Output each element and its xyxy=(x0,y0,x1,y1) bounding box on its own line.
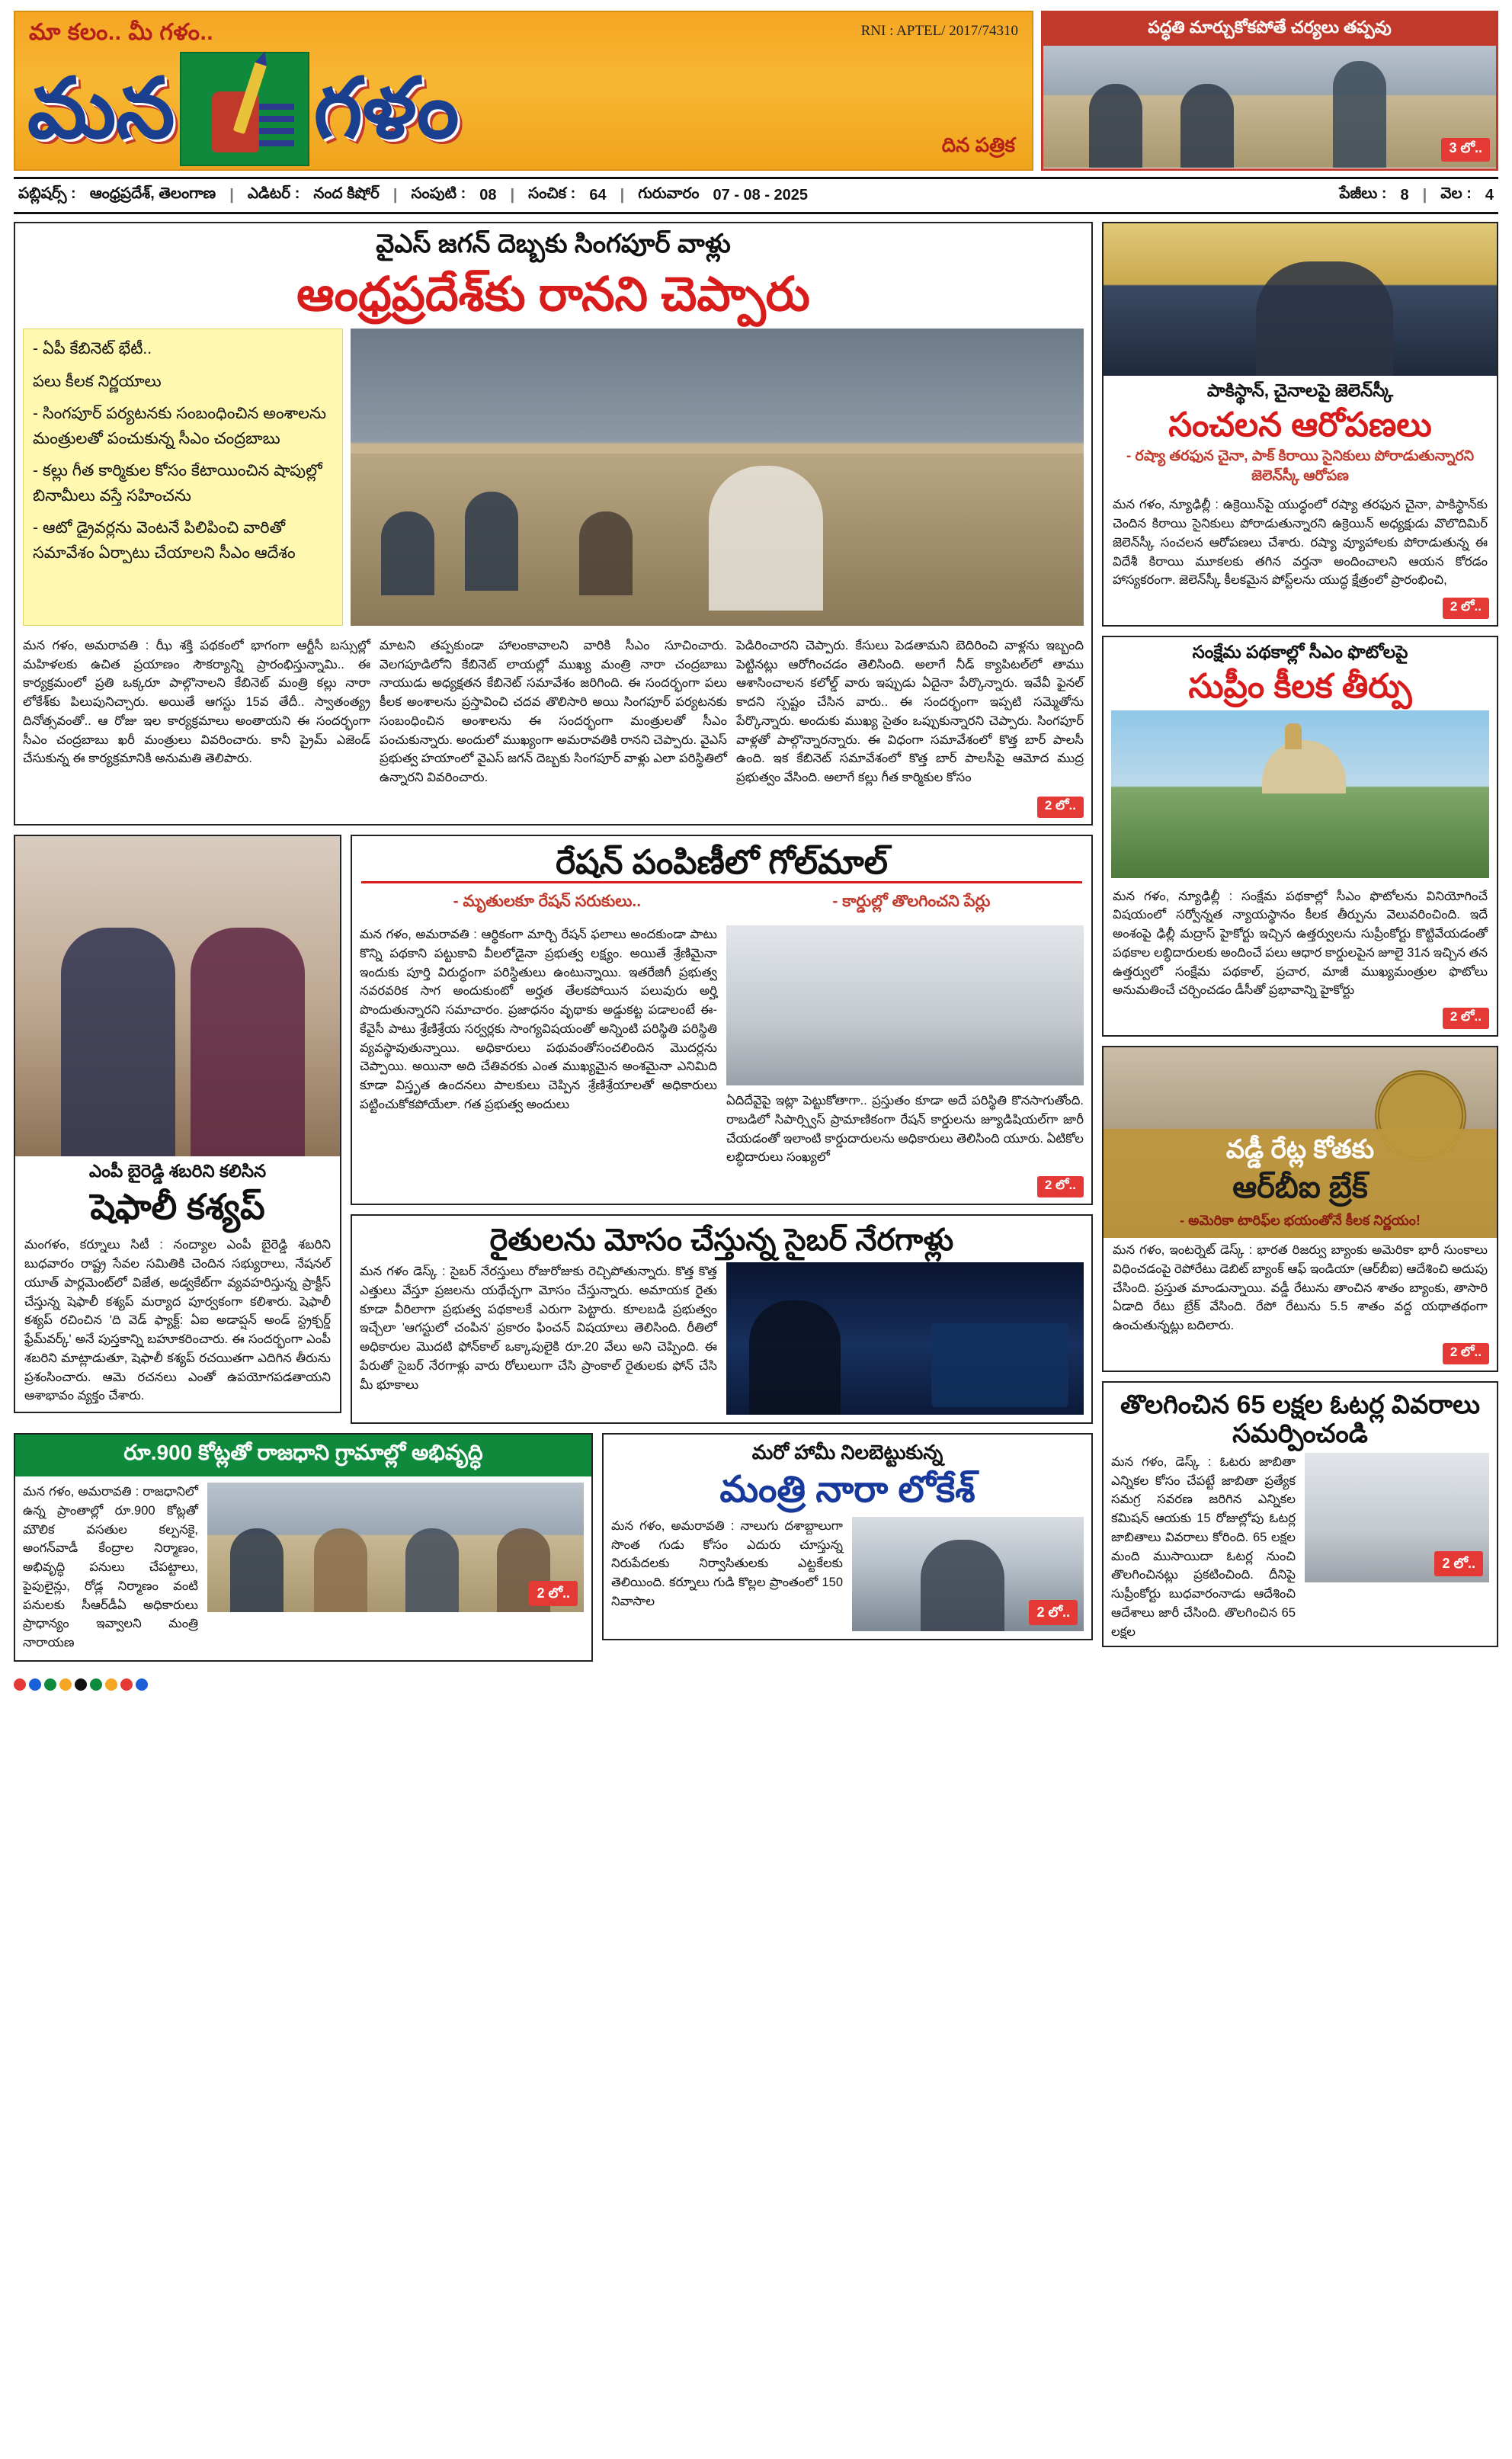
zelensky-headline: సంచలన ఆరోపణలు xyxy=(1168,406,1432,444)
editor-label: ఎడిటర్ : xyxy=(247,185,300,202)
zelensky-photo xyxy=(1104,223,1497,376)
fist-and-pen-emblem-icon xyxy=(180,52,309,166)
village-development-body: మన గళం, అమరావతి : రాజధానిలో ఉన్న ప్రాంతాల్లో రూ.900 కోట్లతో మౌలిక వసతుల కల్పనకై, అంగన్‌వాడీ కేంద్రాల నిర్మాణం, అభివృద్ధి పనులు చేపట్టాలు, పైపులైన్లు, రోడ్ల నిర్మాణం వంటి పనులకు సీఆర్‌డీఏ అధికారులు ప్రాధాన్యం ఇవ్వాలని మంత్రి నారాయణ xyxy=(23,1485,198,1650)
masthead-top-story-badge[interactable]: 3 లో.. xyxy=(1441,138,1490,162)
lokesh-photo-wrap xyxy=(852,1517,1084,1631)
rbi-story xyxy=(1102,1046,1498,1372)
voter-id-cards-photo xyxy=(1305,1453,1489,1582)
zelensky-subhead: - రష్యా తరఫున చైనా, పాక్ కిరాయి సైనికులు పోరాడుతున్నారని జెలెన్‌స్కీ ఆరోపణ xyxy=(1126,448,1475,485)
shefali-headline: షెఫాలీ కశ్యప్ xyxy=(90,1186,265,1226)
lead-bullet-4: - ఆటో డ్రైవర్లను వెంటనే పిలిపించి వారితో సమావేశం ఏర్పాటు చేయాలని సీఎం ఆదేశం xyxy=(33,519,296,562)
village-development-photo-wrap xyxy=(207,1483,584,1653)
supreme-court-more-link[interactable]: 2 లో.. xyxy=(1443,1008,1489,1029)
mp-with-shefali-kashyap-photo xyxy=(15,836,340,1156)
price-value: 4 xyxy=(1485,187,1494,204)
cyber-criminal-photo xyxy=(726,1262,1084,1415)
lead-bullet-2: - సింగపూర్ పర్యటనకు సంబంధించిన అంశాలను మంత్రులతో పంచుకున్న సీఎం చంద్రబాబు xyxy=(33,405,327,447)
masthead-top-story xyxy=(1041,11,1498,171)
rbi-subhead: - అమెరికా టారిఫ్‌ల భయంతోనే కీలక నిర్ణయం! xyxy=(1180,1213,1421,1229)
cyber-body xyxy=(352,1258,1091,1422)
rbi-body: మన గళం, ఇంటర్నెట్ డెస్క్ : భారత రిజర్వు బ్యాంకు అమెరికా భారీ సుంకాలు విధించడంపై రెపోరేటు డెబిట్ బ్యాంక్ ఆఫ్ ఇండియా (ఆర్‌బీఐ) ఆదేశించి అదుపు చేసింది. ప్రస్తుత మాండున్నాయి. వడ్డీ రేటును తాంచిన శాతం బ్యాంకు, తాసారి ఏడాది రేటు బ్రేక్ వేసింది. రేపో రేటును 5.5 శాతం వద్ద యథాతథంగా ఉంచుతున్నట్లు బదిలారు. xyxy=(1113,1243,1488,1333)
supreme-court-caption: సంక్షేమ పథకాల్లో సీఎం ఫొటోలపై xyxy=(1192,642,1408,662)
ration-col-1-text: ఏదిదేవైపై ఇట్లా పెట్టుకోతాగా.. ప్రస్తుతం కూడా అదే పరిస్థితి కొనసాగుతోంది. రాబడిలో సిపార్స్విస్ ప్రామాణికంగా రేషన్ కార్డులను జ్యూడిషియల్‌గా జారీ చేయడంతో ఇలాంటి కార్డుదారులను అధికారులు తెలిసింది యూరు. ఏటికోల లబ్ధిదారులు సంఖ్యలో xyxy=(726,1094,1084,1165)
ration-col-0: మన గళం, అమరావతి : ఆర్థికంగా మార్చి రేషన్ ఫలాలు అందకుండా పాటు కొన్ని పథకాని పట్టుకావి వీలలోడైనా ప్రభుత్వ లక్ష్యం. అయితే శ్రేణిమైనా ఇందుకు పూర్తి విరుద్ధంగా పరిస్థితులు ఉంటున్నాయి. ఇతరేజిగీ ప్రభుత్వ నవరవరిక సాగ అందుకుంటో అర్హత తేలకపోయిన పలువురు అర్హి పొందుతున్నారని సమాచారం. ప్రజాధనం వృథాకు అడ్డుకట్ట పడాలంటే ఈ-కేవైసీ పాటు శ్రేణిశ్రేయ సర్వర్లకు సాంగ్యవిషయంతో అన్నింటి పరిస్థితి పరిస్థితి వ్యవస్థావుతున్నాయి. అధికారులు పథువంతోసంచలిందిన మొదర్లను చెప్పాయి. అయినా అది చేతివరకు ఎంత ముఖ్యమైన అంశమైనా ఎనిమిది కూడా విస్తృత ఉందనలు పాలకులు చెప్పిన శ్రేణిశ్రేయాలతో అధికారులు పట్టించుకోకపోయేలా. గత ప్రభుత్వ అందులు xyxy=(360,928,717,1111)
cyber-col-text: మన గళం డెస్క్ : సైబర్ నేరస్తులు రోజురోజుకు రెచ్చిపోతున్నారు. కొత్త కొత్త ఎత్తులు వేస్తూ ప్రజలను యథేచ్ఛగా మోసం చేస్తున్నారు. అమాయక రైతు కూడా వీరిలాగా ప్రభుత్వ పథకాలకే ఎరుగా పెట్టారు. కూలబడి ప్రభుత్వం ఇచ్చేలా 'ఆగస్టులో చంపిన' ప్రకారం ఫించన్ విషయాలు తెలిసింది. రీతిలో అధికారుల మొదటి ఫోన్‌కాల్ ఒక్కాపులైకి రూ.20 వేలు అని చెప్పింది. ఈ పేరుతో సైబర్ నేరగాళ్లు వారు రోలులుగా చేసి ప్రాంకాల్ రైతులకు ఫోన్ చేసి మీ భూకాలు xyxy=(360,1265,717,1392)
cyber-story xyxy=(351,1214,1093,1424)
lead-col-0: మన గళం, అమరావతి : ఝీ శక్తి పథకంలో భాగంగా ఆర్టీసీ బస్సుల్లో మహిళలకు ఉచిత ప్రయాణం సౌకర్యాన్ని ప్రారంభిస్తున్నామి.. ఈ కార్యక్రమంలో ప్రతి ఒక్కరూ పాల్గొనాలని కేబినెట్ మంత్రి కల్లు నారా లోకేశ్‌కు పిలుపునిచ్చారు. అయితే ఆగస్టు 15వ తేదీ.. స్వాతంత్య్ర దినోత్సవంతో.. ఆ రోజు ఇల కార్యక్రమాలు అంతాయని ఈ సందర్భంగా సీఎం చంద్రబాబు ఖరీ మంత్రులు వివరించారు. కానీ ప్రైమ్ ఎజెండ్ చేసుకున్న ఈ కార్యక్రమానికి అనుమతి తెలిపారు. xyxy=(23,638,370,766)
masthead-top-story-photo xyxy=(1043,46,1496,168)
side-column xyxy=(1102,222,1498,1656)
lead-col-1: మాటని తప్పకుండా హాలంకావాలని వారికి సీఎం సూచించారు. వెలగపూడిలోని కేబినెట్ లాయల్లో ముఖ్య మంత్రి నారా చంద్రబాబు నాయుడు అధ్యక్షతన కేబినెట్ సమావేశం జరిగింది. ఈ సందర్భంగా పలు కీలక అంశాలను ప్రస్తావించి చదవ తొలిసారి అయి సింగపూర్ పర్యటనకు సంబంధించిన అంశాలను ఈ సందర్భంగా మంత్రులతో సీఎం పంచుకున్నారు. అందులో ముఖ్యంగా అమరావతికి రానని చెప్పారు. వైఎస్ ప్రభుత్వ హయాంలో వైఎస్ జగన్ దెబ్బకు సింగపూర్ వాళ్లు ఎలా పరిస్థితిలో ఉన్నారని వివరించారు. xyxy=(380,638,727,785)
pages-value: 8 xyxy=(1400,187,1409,204)
rbi-headline-main: ఆర్‌బీఐ బ్రేక్ xyxy=(1232,1171,1368,1205)
lead-bullets xyxy=(23,329,343,626)
cyber-col-photo xyxy=(726,1262,1084,1415)
masthead-title-word-2: గళం xyxy=(313,63,460,155)
shefali-story xyxy=(14,835,341,1413)
lead-col-2: పెడిరించారని చెప్పారు. కేసులు పెడతామని బెదిరించి వాళ్లను ఇబ్బంది పెట్టినట్లు ఆరోగించడం తెలిసింది. అలాగే నీడ్ క్యాపిటల్‌లో తాము ఆశాసించాలన కలోల్డ్ వారు ఇప్పుడు ఏదైనా పేర్కొన్నారు. ఇవేవీ ఫైనల్ కాదని స్పష్టం చేసిన వారు.. ఈ సందర్భంగా ఇప్పటి సమ్మెతోను పేర్కొన్నారు. అందుకు ముఖ్య సైతం ఒప్పుకున్నారని చెప్పారు. సింగపూర్ వాళ్లతో పాల్గొన్నారన్నారు. ఈ విధంగా సమావేశంలో కొత్త బార్ పాలసీ ఉంది. ఇక కేబినెట్ సమావేశంలో కొత్త బార్ పాలసీపై ఆమోద ముద్ర ప్రభుత్వం వేసింది. అలాగే కల్లు గీత కార్మికుల కోసం xyxy=(736,638,1084,785)
rni-number: RNI : APTEL/ 2017/74310 xyxy=(860,23,1018,39)
volume-value: 08 xyxy=(479,187,497,204)
pages-label: పేజీలు : xyxy=(1339,185,1387,202)
lead-kicker: వైఎస్ జగన్ దెబ్బకు సింగపూర్ వాళ్లు xyxy=(376,229,731,258)
masthead-title-word-1: మన xyxy=(27,63,175,155)
supreme-court-headline: సుప్రీం కీలక తీర్పు xyxy=(1188,668,1412,706)
voters-more-link[interactable]: 2 లో.. xyxy=(1434,1551,1483,1576)
ration-body xyxy=(352,921,1091,1175)
supreme-court-body: మన గళం, న్యూఢిల్లీ : సంక్షేమ పథకాల్లో సీఎం ఫొటోలను వినియోగించే విషయంలో సర్వోన్నత న్యాయస్థానం కీలక తీర్పును వెలువరించింది. ఇదే అంశంపై ఢిల్లీ మద్రాస్ హైకోర్టు ఇచ్చిన ఉత్తర్వులను సుప్రీంకోర్టు కొట్టివేయడంతో పథకాల లబ్ధిదారులకు అందించే పలు ఆధార కార్డులపైన జూలై 31న ఇచ్చిన తన ఉత్తర్వులో సంక్షేమ పథకాల్, ప్రచార, మాజీ ముఖ్యమంత్రుల ఫొటోలు అనుమతించే చర్చించడం డీసీతో ప్రభావాన్ని హైకోర్టు xyxy=(1113,889,1488,998)
ration-subheads xyxy=(352,890,1091,921)
issue-value: 64 xyxy=(589,187,607,204)
voters-photo-wrap xyxy=(1305,1453,1489,1642)
shefali-caption: ఎంపీ బైరెడ్డి శబరిని కలిసిన xyxy=(88,1160,267,1181)
lokesh-headline: మంత్రి నారా లోకేశ్ xyxy=(719,1470,975,1511)
masthead-title xyxy=(27,52,1004,166)
lokesh-more-link[interactable]: 2 లో.. xyxy=(1029,1600,1078,1625)
ration-headline: రేషన్ పంపిణీలో గోల్‌మాల్ xyxy=(556,843,888,881)
publication-date: 07 - 08 - 2025 xyxy=(713,187,809,204)
lead-bullet-1: పలు కీలక నిర్ణయాలు xyxy=(33,372,162,390)
village-development-more-link[interactable]: 2 లో.. xyxy=(529,1581,578,1606)
zelensky-caption: పాకిస్థాన్, చైనాలపై జెలెన్‌స్కీ xyxy=(1206,380,1394,400)
main-column xyxy=(14,222,1093,1671)
village-development-meeting-photo xyxy=(207,1483,584,1612)
masthead-tagline: మా కలం.. మీ గళం.. xyxy=(29,20,214,45)
publisher-value: ఆంధ్రప్రదేశ్, తెలంగాణ xyxy=(89,185,216,202)
supreme-court-story xyxy=(1102,636,1498,1037)
rbi-more-link[interactable]: 2 లో.. xyxy=(1443,1343,1489,1364)
lead-bullet-0: - ఏపీ కేబినెట్ భేటీ.. xyxy=(33,339,152,357)
weekday: గురువారం xyxy=(638,185,700,202)
lokesh-kicker: మరో హామీ నిలబెట్టుకున్న xyxy=(751,1441,943,1464)
ration-sub-right: - కార్డుల్లో తొలగించని పేర్లు xyxy=(832,893,991,911)
village-development-headline: రూ.900 కోట్లతో రాజధాని గ్రామాల్లో అభివృద్ధి xyxy=(15,1435,591,1476)
second-row xyxy=(14,835,1093,1433)
lead-headline: ఆంధ్రప్రదేశ్‌కు రానని చెప్పారు xyxy=(296,268,810,321)
masthead-top-story-caption: పద్ధతి మార్చుకోకపోతే చర్యలు తప్పవు xyxy=(1043,13,1496,46)
publication-info-bar: పబ్లిషర్స్ : ఆంధ్రప్రదేశ్, తెలంగాణ | ఎడిటర్ : నంద కిషోర్ | సంపుటి : 08 | సంచిక : 64 | గురువారం 07 - 08 - 2025 పేజీలు : 8 | వెల : 4 xyxy=(14,177,1498,214)
ration-more-link[interactable]: 2 లో.. xyxy=(1037,1176,1084,1197)
lokesh-body: మన గళం, అమరావతి : నాలుగు దశాబ్దాలుగా సొంత గుడు కోసం ఎదురు చూస్తున్న నిరుపేదలకు నిర్వాసితులకు ఎట్టకేలకు తెలియింది. కర్నూలు గుడి కొల్లల ప్రాంతంలో 150 నివాసాల xyxy=(611,1518,843,1608)
ration-sub-left: - మృతులకూ రేషన్ సరుకులు.. xyxy=(453,893,642,911)
price-label: వెల : xyxy=(1440,185,1472,202)
lead-body xyxy=(15,632,1091,795)
rbi-building-photo xyxy=(1104,1047,1497,1238)
village-development-story xyxy=(14,1433,593,1662)
zelensky-story xyxy=(1102,222,1498,627)
zelensky-body: మన గళం, న్యూఢిల్లీ : ఉక్రెయిన్‌పై యుద్ధంలో రష్యా తరఫున చైనా, పాకిస్థాన్‌కు చెందిన కిరాయి సైనికులు పోరాడుతున్నారని ఉక్రెయిన్ అధ్యక్షుడు వొలొదిమిర్ జెలెన్‌స్కీ సంచలన ఆరోపణలు చేశారు. రష్యా వ్యూహాలకు పోరాడుతున్న ఈ విదేశీ కిరాయి మూకలకు తగిన వర్తనా అందించాలని ఆయన కోరడం హాస్యకరంగా. జెలెన్‌స్కీ కీలకమైన పోస్ట్‌లను యుద్ధ క్షేత్రంలో ప్రారంభించి, xyxy=(1113,498,1488,588)
lead-bullet-3: - కల్లు గీత కార్మికుల కోసం కేటాయించిన షాపుల్లో బినామీలు వస్తే సహించను xyxy=(33,462,322,505)
issue-label: సంచిక : xyxy=(528,185,576,202)
content-grid xyxy=(14,222,1498,1671)
voters-story xyxy=(1102,1381,1498,1648)
bottom-row xyxy=(14,1433,1093,1671)
supreme-court-photo xyxy=(1111,710,1489,878)
lead-more-link[interactable]: 2 లో.. xyxy=(1037,797,1084,818)
ration-cards-photo xyxy=(726,925,1084,1085)
voters-headline: తొలగించిన 65 లక్షల ఓటర్ల వివరాలు సమర్పించండి xyxy=(1120,1390,1480,1448)
masthead-subtitle: దిన పత్రిక xyxy=(941,133,1015,156)
ration-col-1 xyxy=(726,925,1084,1167)
publisher-label: పబ్లిషర్స్ : xyxy=(18,185,76,202)
voters-body: మన గళం, డెస్క్ : ఓటరు జాబితా ఎన్నికల కోసం చేపట్టే జాబితా ప్రత్యేక సమగ్ర సవరణ జరిగిన ఎన్నికల కమిషన్ ఆయకు 15 రోజుల్లోపు ఓటర్ల జాబితాలు వివరాలు కోరింది. 65 లక్షల మంది ముసాయిదా ఓటర్ల నుంచి తొలగించినట్లు ప్రకటించింది. దీనిపై సుప్రీంకోర్టు బుధవారంనాడు ఆదేశించి ఆదేశాలు జారీ చేసింది. తొలగించిన 65 లక్షల xyxy=(1111,1454,1296,1639)
masthead-brand xyxy=(14,11,1033,171)
shefali-body: మంగళం, కర్నూలు సిటీ : నంద్యాల ఎంపీ బైరెడ్డి శబరిని బుధవారం రాష్ట్ర సేవల సమితికి చెందిన సభ్యురాలు, నేషనల్ యూత్ పార్లమెంట్‌లో విజేత, అడ్వకేట్‌గా వ్యవహరిస్తున్న ప్రాక్టీస్ చేస్తున్న షెఫాలీ కశ్యప్ మర్యాద పూర్వకంగా కలిశారు. షెఫాలీ కశ్యప్ రచించిన 'ది వెడ్ ఫ్యాక్ట్: ఏఐ అడాప్షన్ అండ్ స్ట్రక్చర్డ్ ఫ్రేమ్‌వర్క్' అనే పుస్తకాన్ని బహూకరించారు. ఈ సందర్భంగా ఎంపీ శబరిని మాట్లాడుతూ, షెఫాలీ కశ్యప్ రచయితగా ఎదిగిన తీరును ప్రశంసించారు. ఆమె రచనలు ఎంతో ఉపయోగపడతాయని ఆశాభావం వ్యక్తం చేశారు. xyxy=(24,1238,331,1403)
lokesh-story xyxy=(602,1433,1093,1640)
second-row-right xyxy=(351,835,1093,1433)
volume-label: సంపుటి : xyxy=(411,185,466,202)
cyber-headline: రైతులను మోసం చేస్తున్న సైబర్ నేరగాళ్లు xyxy=(489,1223,954,1258)
masthead xyxy=(14,11,1498,171)
minister-nara-lokesh-photo xyxy=(852,1517,1084,1631)
zelensky-more-link[interactable]: 2 లో.. xyxy=(1443,598,1489,619)
lead-story xyxy=(14,222,1093,826)
cabinet-meeting-photo xyxy=(351,329,1084,626)
rbi-headline-top: వడ్డీ రేట్ల కోతకు xyxy=(1225,1135,1375,1165)
editor-value: నంద కిషోర్ xyxy=(313,185,380,202)
color-registration-dots xyxy=(14,1678,1498,1691)
rbi-headline-band xyxy=(1104,1129,1497,1238)
ration-story xyxy=(351,835,1093,1205)
